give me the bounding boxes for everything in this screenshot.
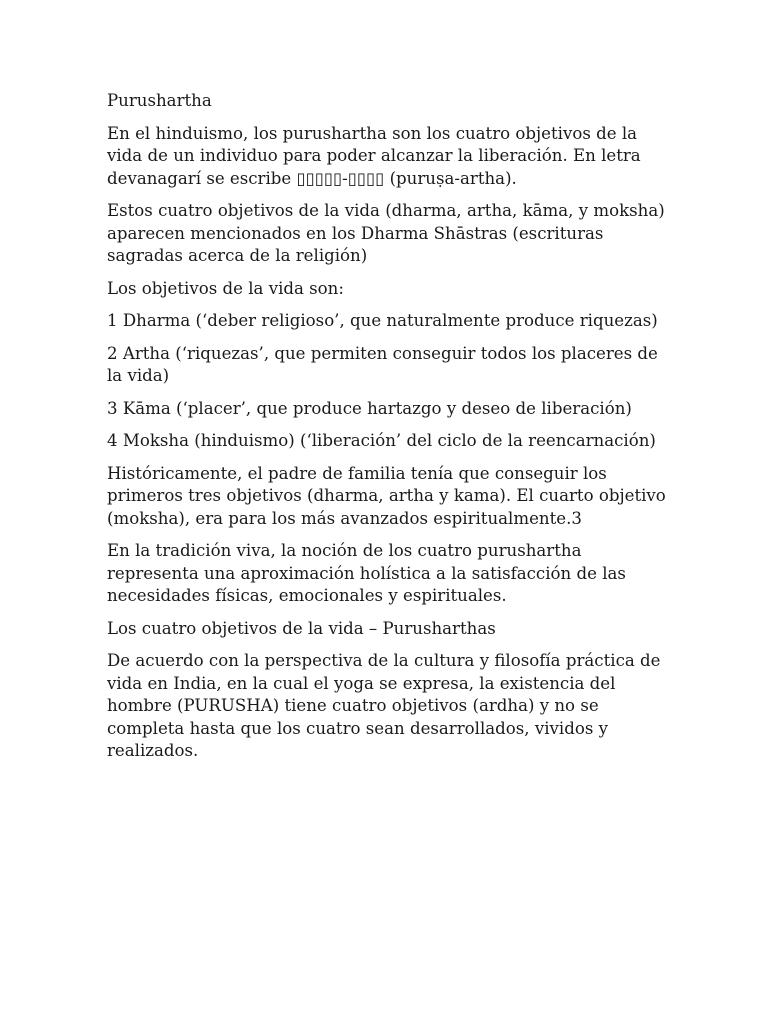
paragraph-perspective: De acuerdo con la perspectiva de la cultura y filosofía práctica de vida en India, en la cual el yoga se expresa, la existencia del hombre (PURUSHA) tiene cuatro objetivos (ardha) y no se completa hasta que los cuatro sean desarrollados, vividos y realizados. [107, 651, 661, 760]
paragraph-tradition: En la tradición viva, la noción de los cuatro purushartha representa una aproximación holística a la satisfacción de las necesidades físicas, emocionales y espirituales. [107, 541, 626, 605]
paragraph-intro: En el hinduismo, los purushartha son los cuatro objetivos de la vida de un individuo para poder alcanzar la liberación. En letra devanagarí se escribe ▯▯▯▯▯-▯▯▯▯ (puruṣa-artha). [107, 123, 641, 188]
paragraph-four-goals: Estos cuatro objetivos de la vida (dharma, artha, kāma, y moksha) aparecen mencionados en los Dharma Shāstras (escrituras sagradas acerca de la religión) [107, 201, 665, 265]
document-title: Purushartha [107, 91, 212, 110]
list-item-artha: 2 Artha (‘riquezas’, que permiten conseguir todos los placeres de la vida) [107, 343, 658, 385]
list-item-moksha: 4 Moksha (hinduismo) (‘liberación’ del ciclo de la reencarnación) [107, 431, 656, 450]
document-page [107, 90, 667, 773]
list-item-dharma: 1 Dharma (‘deber religioso’, que naturalmente produce riquezas) [107, 311, 658, 330]
list-item-kama: 3 Kāma (‘placer’, que produce hartazgo y deseo de liberación) [107, 398, 632, 418]
paragraph-subheading: Los cuatro objetivos de la vida – Purusharthas [107, 618, 496, 638]
paragraph-history: Históricamente, el padre de familia tenía que conseguir los primeros tres objetivos (dharma, artha y kama). El cuarto objetivo (moksha), era para los más avanzados espiritualmente.3 [107, 463, 666, 528]
paragraph-goals-heading: Los objetivos de la vida son: [107, 278, 344, 298]
